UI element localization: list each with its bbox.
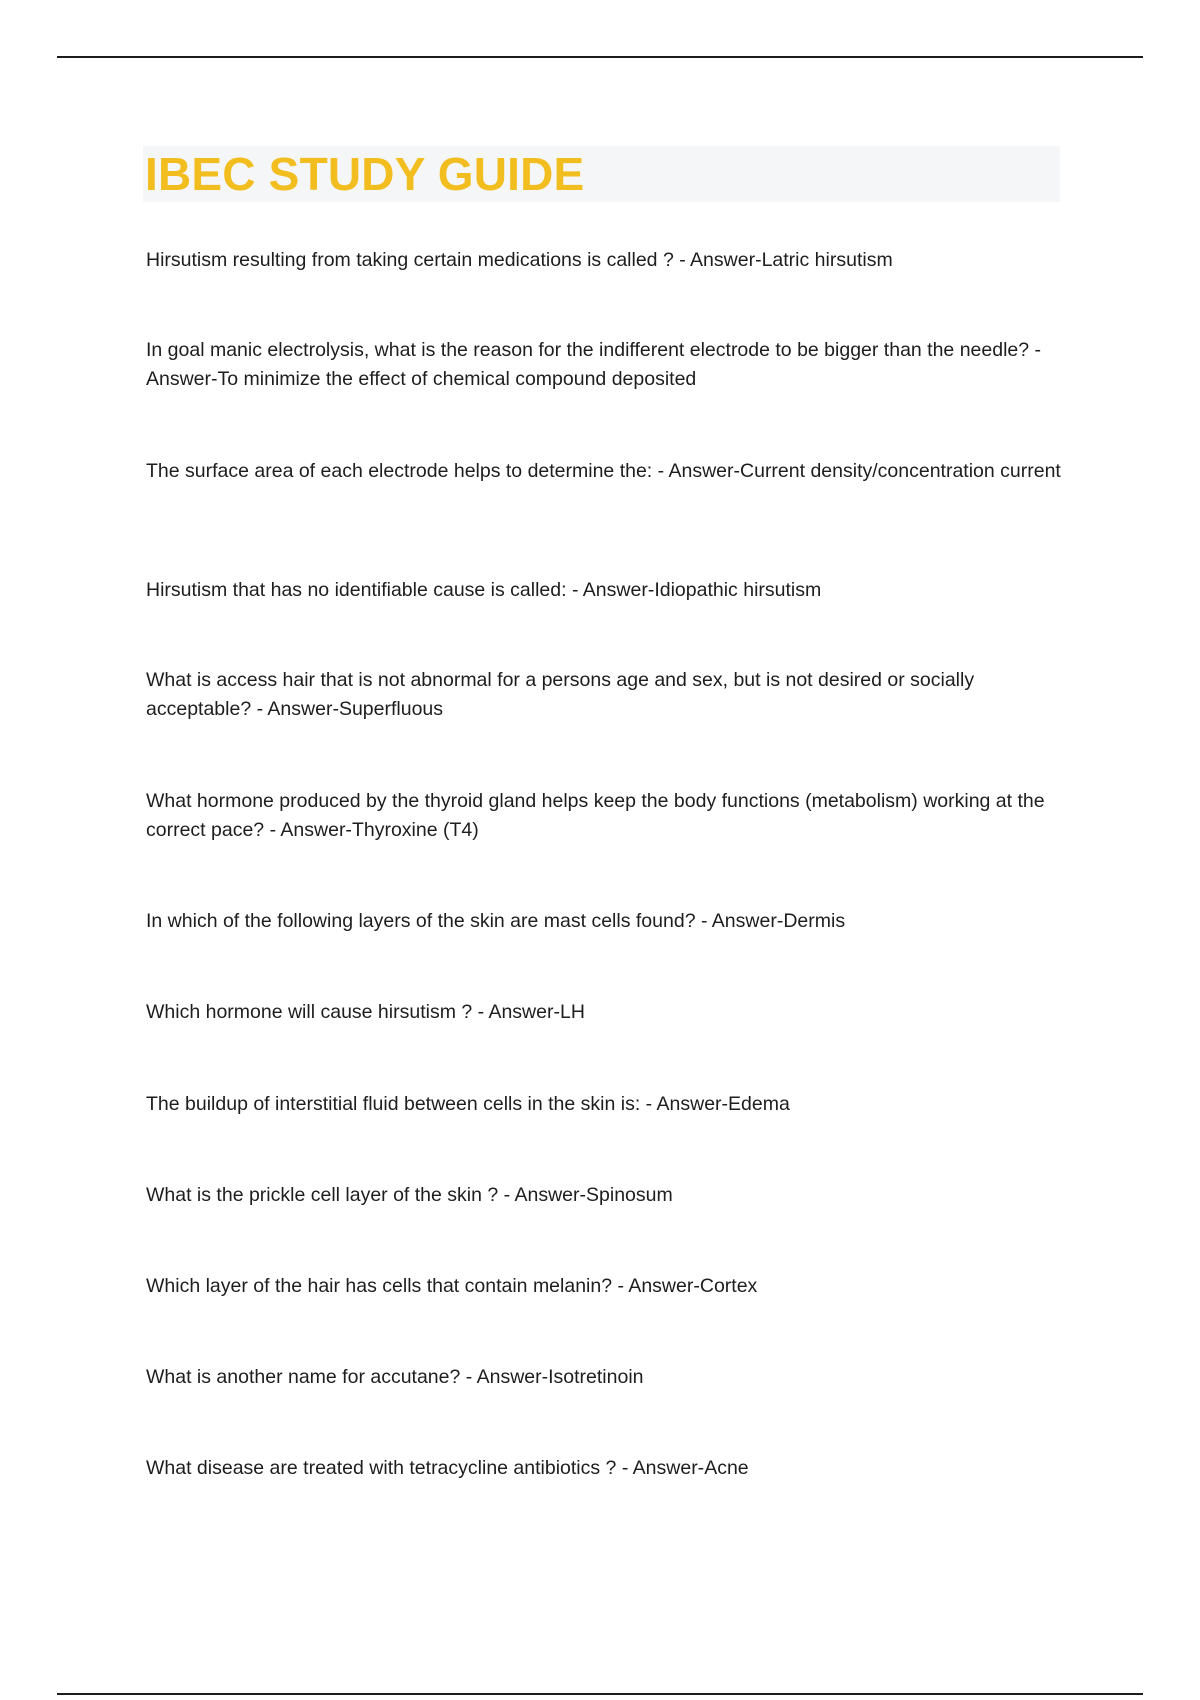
answer-separator: - Answer- <box>566 579 655 601</box>
question-text: What disease are treated with tetracycline antibiotics ? <box>146 1457 617 1479</box>
answer-text: Isotretinoin <box>548 1366 644 1388</box>
answer-text: Latric hirsutism <box>761 249 893 271</box>
qa-item <box>146 246 1066 275</box>
answer-text: Current density/concentration current <box>740 460 1061 482</box>
question-text: The buildup of interstitial fluid between cells in the skin is: <box>146 1093 641 1115</box>
answer-separator: - Answer- <box>612 1275 700 1297</box>
question-text: What is access hair that is not abnormal for a persons age and sex, but is not desired or socially acceptable? <box>146 669 975 720</box>
qa-item <box>146 787 1066 845</box>
question-text: The surface area of each electrode helps to determine the: <box>146 460 653 482</box>
answer-text: Acne <box>704 1457 749 1479</box>
answer-text: Superfluous <box>338 698 444 720</box>
answer-separator: - Answer- <box>616 1457 705 1479</box>
answer-text: Dermis <box>783 910 846 932</box>
answer-separator: - Answer- <box>460 1366 549 1388</box>
question-text: In which of the following layers of the skin are mast cells found? <box>146 910 696 932</box>
answer-text: Edema <box>728 1093 790 1115</box>
answer-text: Spinosum <box>586 1184 673 1206</box>
question-text: Hirsutism resulting from taking certain medications is called ? <box>146 249 674 271</box>
qa-item <box>146 1454 1066 1483</box>
answer-text: LH <box>559 1001 585 1023</box>
top-rule <box>57 56 1143 58</box>
answer-separator: - Answer- <box>652 460 741 482</box>
qa-item <box>146 907 1066 936</box>
answer-separator: - Answer- <box>498 1184 587 1206</box>
answer-separator: - Answer- <box>264 819 352 841</box>
answer-text: Idiopathic hirsutism <box>654 579 822 601</box>
question-text: What is another name for accutane? <box>146 1366 461 1388</box>
qa-item <box>146 457 1066 486</box>
question-text: What is the prickle cell layer of the skin ? <box>146 1184 499 1206</box>
qa-item <box>146 336 1066 394</box>
answer-text: To minimize the effect of chemical compound deposited <box>217 368 697 390</box>
document-title: IBEC STUDY GUIDE <box>145 148 585 200</box>
question-text: What hormone produced by the thyroid gland helps keep the body functions (metabolism) working at the correct pace? <box>146 790 1045 841</box>
qa-item <box>146 576 1066 605</box>
answer-separator: - Answer- <box>146 339 1042 390</box>
qa-item <box>146 666 1066 724</box>
answer-separator: - Answer- <box>673 249 762 271</box>
answer-separator: - Answer- <box>251 698 339 720</box>
bottom-rule <box>57 1693 1143 1695</box>
answer-separator: - Answer- <box>695 910 784 932</box>
question-text: Which hormone will cause hirsutism ? <box>146 1001 473 1023</box>
qa-item <box>146 1090 1066 1119</box>
question-text: Hirsutism that has no identifiable cause is called: <box>146 579 567 601</box>
question-text: Which layer of the hair has cells that contain melanin? <box>146 1275 613 1297</box>
answer-text: Cortex <box>699 1275 758 1297</box>
answer-separator: - Answer- <box>472 1001 560 1023</box>
answer-text: Thyroxine (T4) <box>351 819 479 841</box>
qa-item <box>146 998 1066 1027</box>
question-text: In goal manic electrolysis, what is the reason for the indifferent electrode to be bigger than the needle? <box>146 339 1030 361</box>
answer-separator: - Answer- <box>640 1093 729 1115</box>
qa-item <box>146 1181 1066 1210</box>
qa-item <box>146 1363 1066 1392</box>
qa-item <box>146 1272 1066 1301</box>
